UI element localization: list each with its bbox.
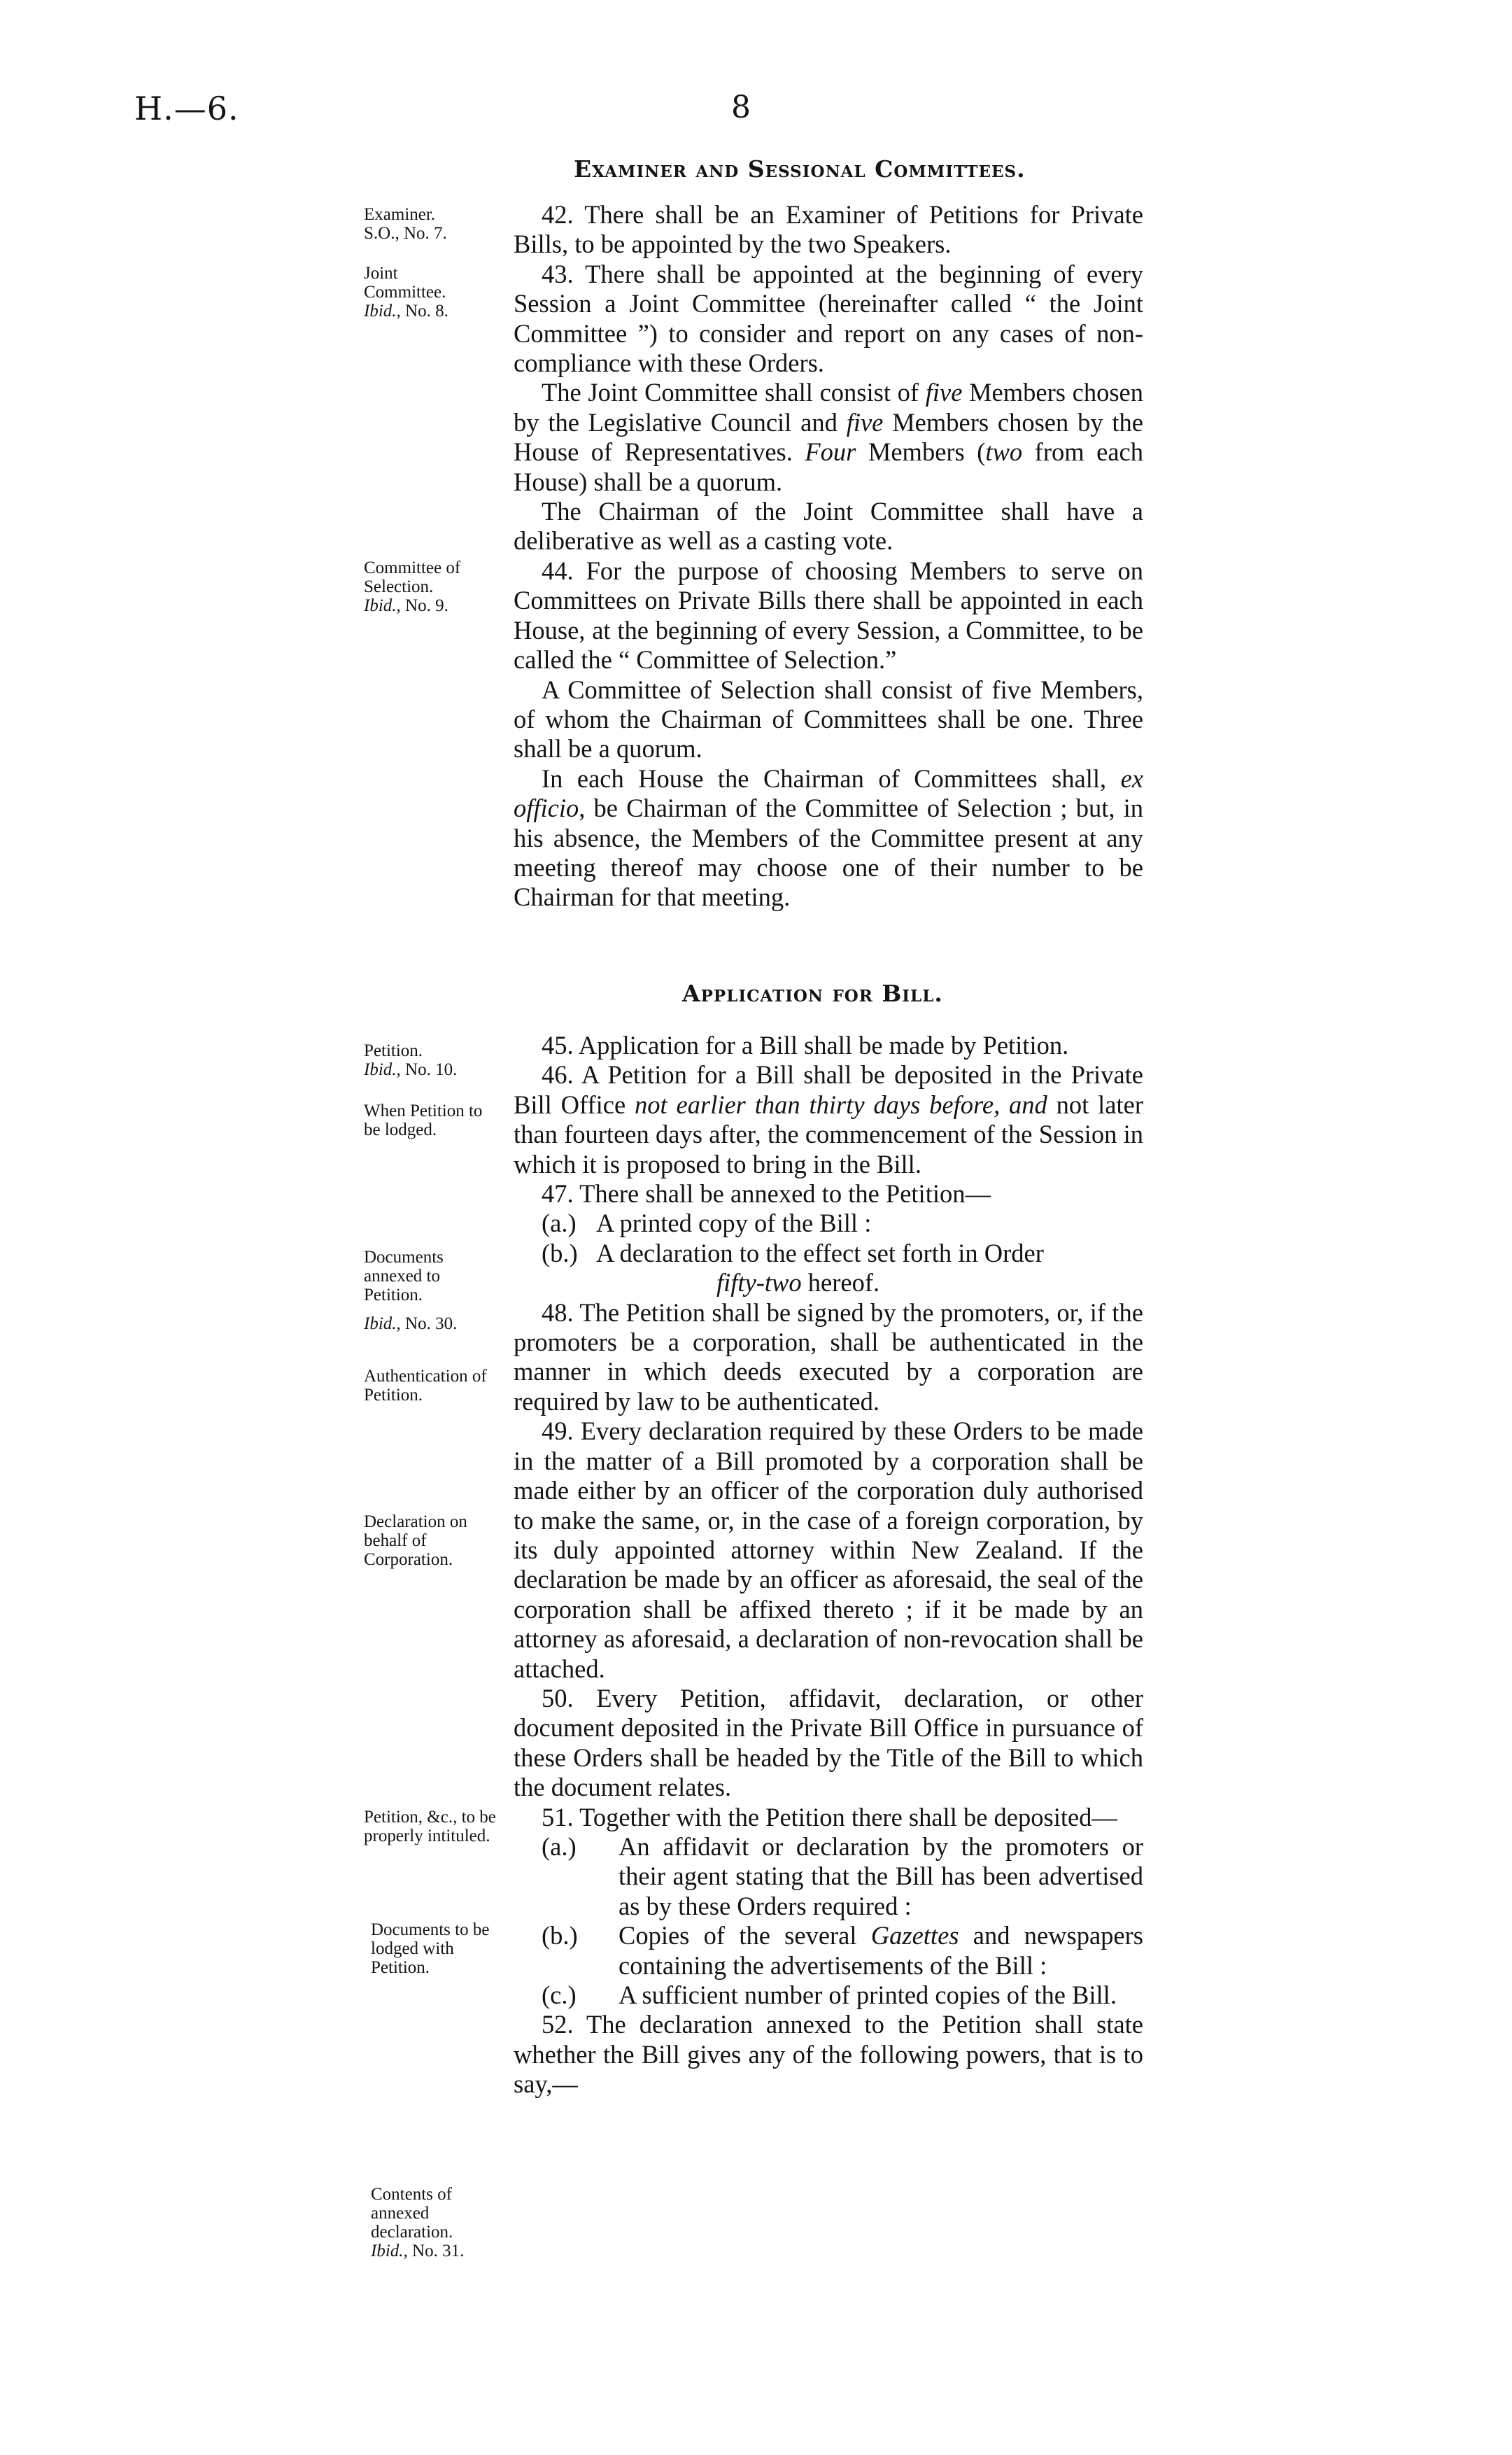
margin-note-ref: Ibid., No. 9. bbox=[364, 596, 448, 615]
section-body-examiner bbox=[514, 200, 1143, 913]
margin-note-examiner bbox=[364, 205, 507, 243]
margin-note-title: Petition, &c., to be properly intituled. bbox=[364, 1808, 496, 1845]
margin-note-title: Declaration on behalf of Corporation. bbox=[364, 1512, 467, 1569]
paragraph-46: 46. A Petition for a Bill shall be deposited in the Private Bill Office not earlier than thirty days before, and not later than fourteen days after, the commencement of the Session in which it is proposed to bring in the Bill. bbox=[514, 1060, 1144, 1179]
page-reference: H.—6. bbox=[134, 90, 239, 127]
margin-note-ref: Ibid., No. 10. bbox=[364, 1060, 458, 1079]
margin-note-documents-annexed bbox=[364, 1248, 462, 1333]
margin-note-title: Joint Committee. bbox=[364, 264, 446, 302]
margin-note-ref: S.O., No. 7. bbox=[364, 224, 447, 243]
margin-note-title: Petition. bbox=[364, 1041, 423, 1060]
paragraph-47-b: (b.) A declaration to the effect set forth in Order bbox=[542, 1238, 1044, 1267]
margin-note-title: Documents to be lodged with Petition. bbox=[371, 1920, 490, 1977]
paragraph-49: 49. Every declaration required by these Orders to be made in the matter of a Bill promoted by a corporation shall be made either by an officer of the corporation duly authorised to make the same, or, in the case of a foreign corporation, by its duly appointed attorney within New Zealand. If the declaration be made by an officer as aforesaid, the seal of the corporation shall be affixed thereto ; if it be made by an attorney as aforesaid, a declaration of non-revocation shall be attached. bbox=[514, 1416, 1143, 1683]
margin-note-title: Examiner. bbox=[364, 205, 436, 224]
margin-note-documents-lodged bbox=[371, 1920, 504, 1977]
margin-note-properly-intituled bbox=[364, 1808, 511, 1845]
section-heading-text: Application for Bill. bbox=[682, 980, 943, 1007]
paragraph-44-composition: A Committee of Selection shall consist of five Members, of whom the Chairman of Committees shall be one. Three shall be a quorum. bbox=[514, 675, 1143, 764]
paragraph-47-b-cont: fifty-two hereof. bbox=[716, 1268, 880, 1297]
margin-note-committee-of-selection bbox=[364, 558, 497, 615]
paragraph-45: 45. Application for a Bill shall be made by Petition. bbox=[542, 1031, 1069, 1060]
paragraph-43-composition: The Joint Committee shall consist of five Members chosen by the Legislative Council and five Members chosen by the House of Representatives. Four Members (two from each House) shall be a quorum. bbox=[514, 378, 1143, 496]
paragraph-44: 44. For the purpose of choosing Members to serve on Committees on Private Bills there shall be appointed in each House, at the beginning of every Session, a Committee, to be called the “ Committee of Selection.” bbox=[514, 556, 1143, 675]
margin-note-joint-committee bbox=[364, 264, 455, 321]
paragraph-43-chairman: The Chairman of the Joint Committee shall have a deliberative as well as a casting vote. bbox=[514, 497, 1143, 556]
paragraph-51-c: (c.) A sufficient number of printed copies of the Bill. bbox=[542, 1981, 1117, 2009]
section-body-application bbox=[514, 1031, 1143, 2099]
margin-note-petition bbox=[364, 1041, 507, 1079]
paragraph-51: 51. Together with the Petition there shall be deposited— bbox=[542, 1802, 1117, 1831]
margin-note-ref: Ibid., No. 30. bbox=[364, 1314, 458, 1333]
paragraph-51-b: (b.) Copies of the several Gazettes and newspapers containing the advertisements of the Bill : bbox=[542, 1921, 1143, 1980]
margin-note-title: When Petition to be lodged. bbox=[364, 1102, 483, 1139]
paragraph-43: 43. There shall be appointed at the beginning of every Session a Joint Committee (hereinafter called “ the Joint Committee ”) to consider and report on any cases of non-compliance with these Orders. bbox=[514, 259, 1143, 378]
paragraph-47: 47. There shall be annexed to the Petition— bbox=[542, 1179, 991, 1209]
margin-note-title: Committee of Selection. bbox=[364, 558, 461, 596]
paragraph-50: 50. Every Petition, affidavit, declaration, or other document deposited in the Private Bill Office in pursuance of these Orders shall be headed by the Title of the Bill to which the document relates. bbox=[514, 1683, 1143, 1802]
paragraph-42: 42. There shall be an Examiner of Petitions for Private Bills, to be appointed by the two Speakers. bbox=[514, 200, 1143, 259]
paragraph-51-a: (a.) An affidavit or declaration by the promoters or their agent stating that the Bill has been advertised as by these Orders required : bbox=[542, 1831, 1143, 1920]
margin-note-contents-declaration bbox=[371, 2185, 483, 2260]
margin-note-title: Authentication of Petition. bbox=[364, 1367, 487, 1405]
section-heading-text: Examiner and Sessional Committees. bbox=[574, 155, 1026, 183]
margin-note-declaration-corporation bbox=[364, 1512, 504, 1569]
paragraph-47-a: (a.) A printed copy of the Bill : bbox=[542, 1209, 872, 1238]
margin-note-ref: Ibid., No. 31. bbox=[371, 2242, 465, 2260]
page-number: 8 bbox=[731, 90, 751, 125]
margin-note-when-petition-lodged bbox=[364, 1102, 497, 1139]
margin-note-title: Contents of annexed declaration. bbox=[371, 2185, 453, 2242]
paragraph-48: 48. The Petition shall be signed by the promoters, or, if the promoters be a corporation, shall be authenticated in the manner in which deeds executed by a corporation are required by law to be authenticated. bbox=[514, 1297, 1143, 1416]
paragraph-44-chairman: In each House the Chairman of Committees shall, ex officio, be Chairman of the Committee of Selection ; but, in his absence, the Members of the Committee present at any meeting thereof may choose one of their number to be Chairman for that meeting. bbox=[514, 764, 1143, 912]
paragraph-52: 52. The declaration annexed to the Petition shall state whether the Bill gives any of the following powers, that is to say,— bbox=[514, 2010, 1143, 2099]
margin-note-authentication bbox=[364, 1367, 504, 1405]
margin-note-title: Documents annexed to Petition. bbox=[364, 1248, 444, 1304]
margin-note-ref: Ibid., No. 8. bbox=[364, 302, 448, 321]
